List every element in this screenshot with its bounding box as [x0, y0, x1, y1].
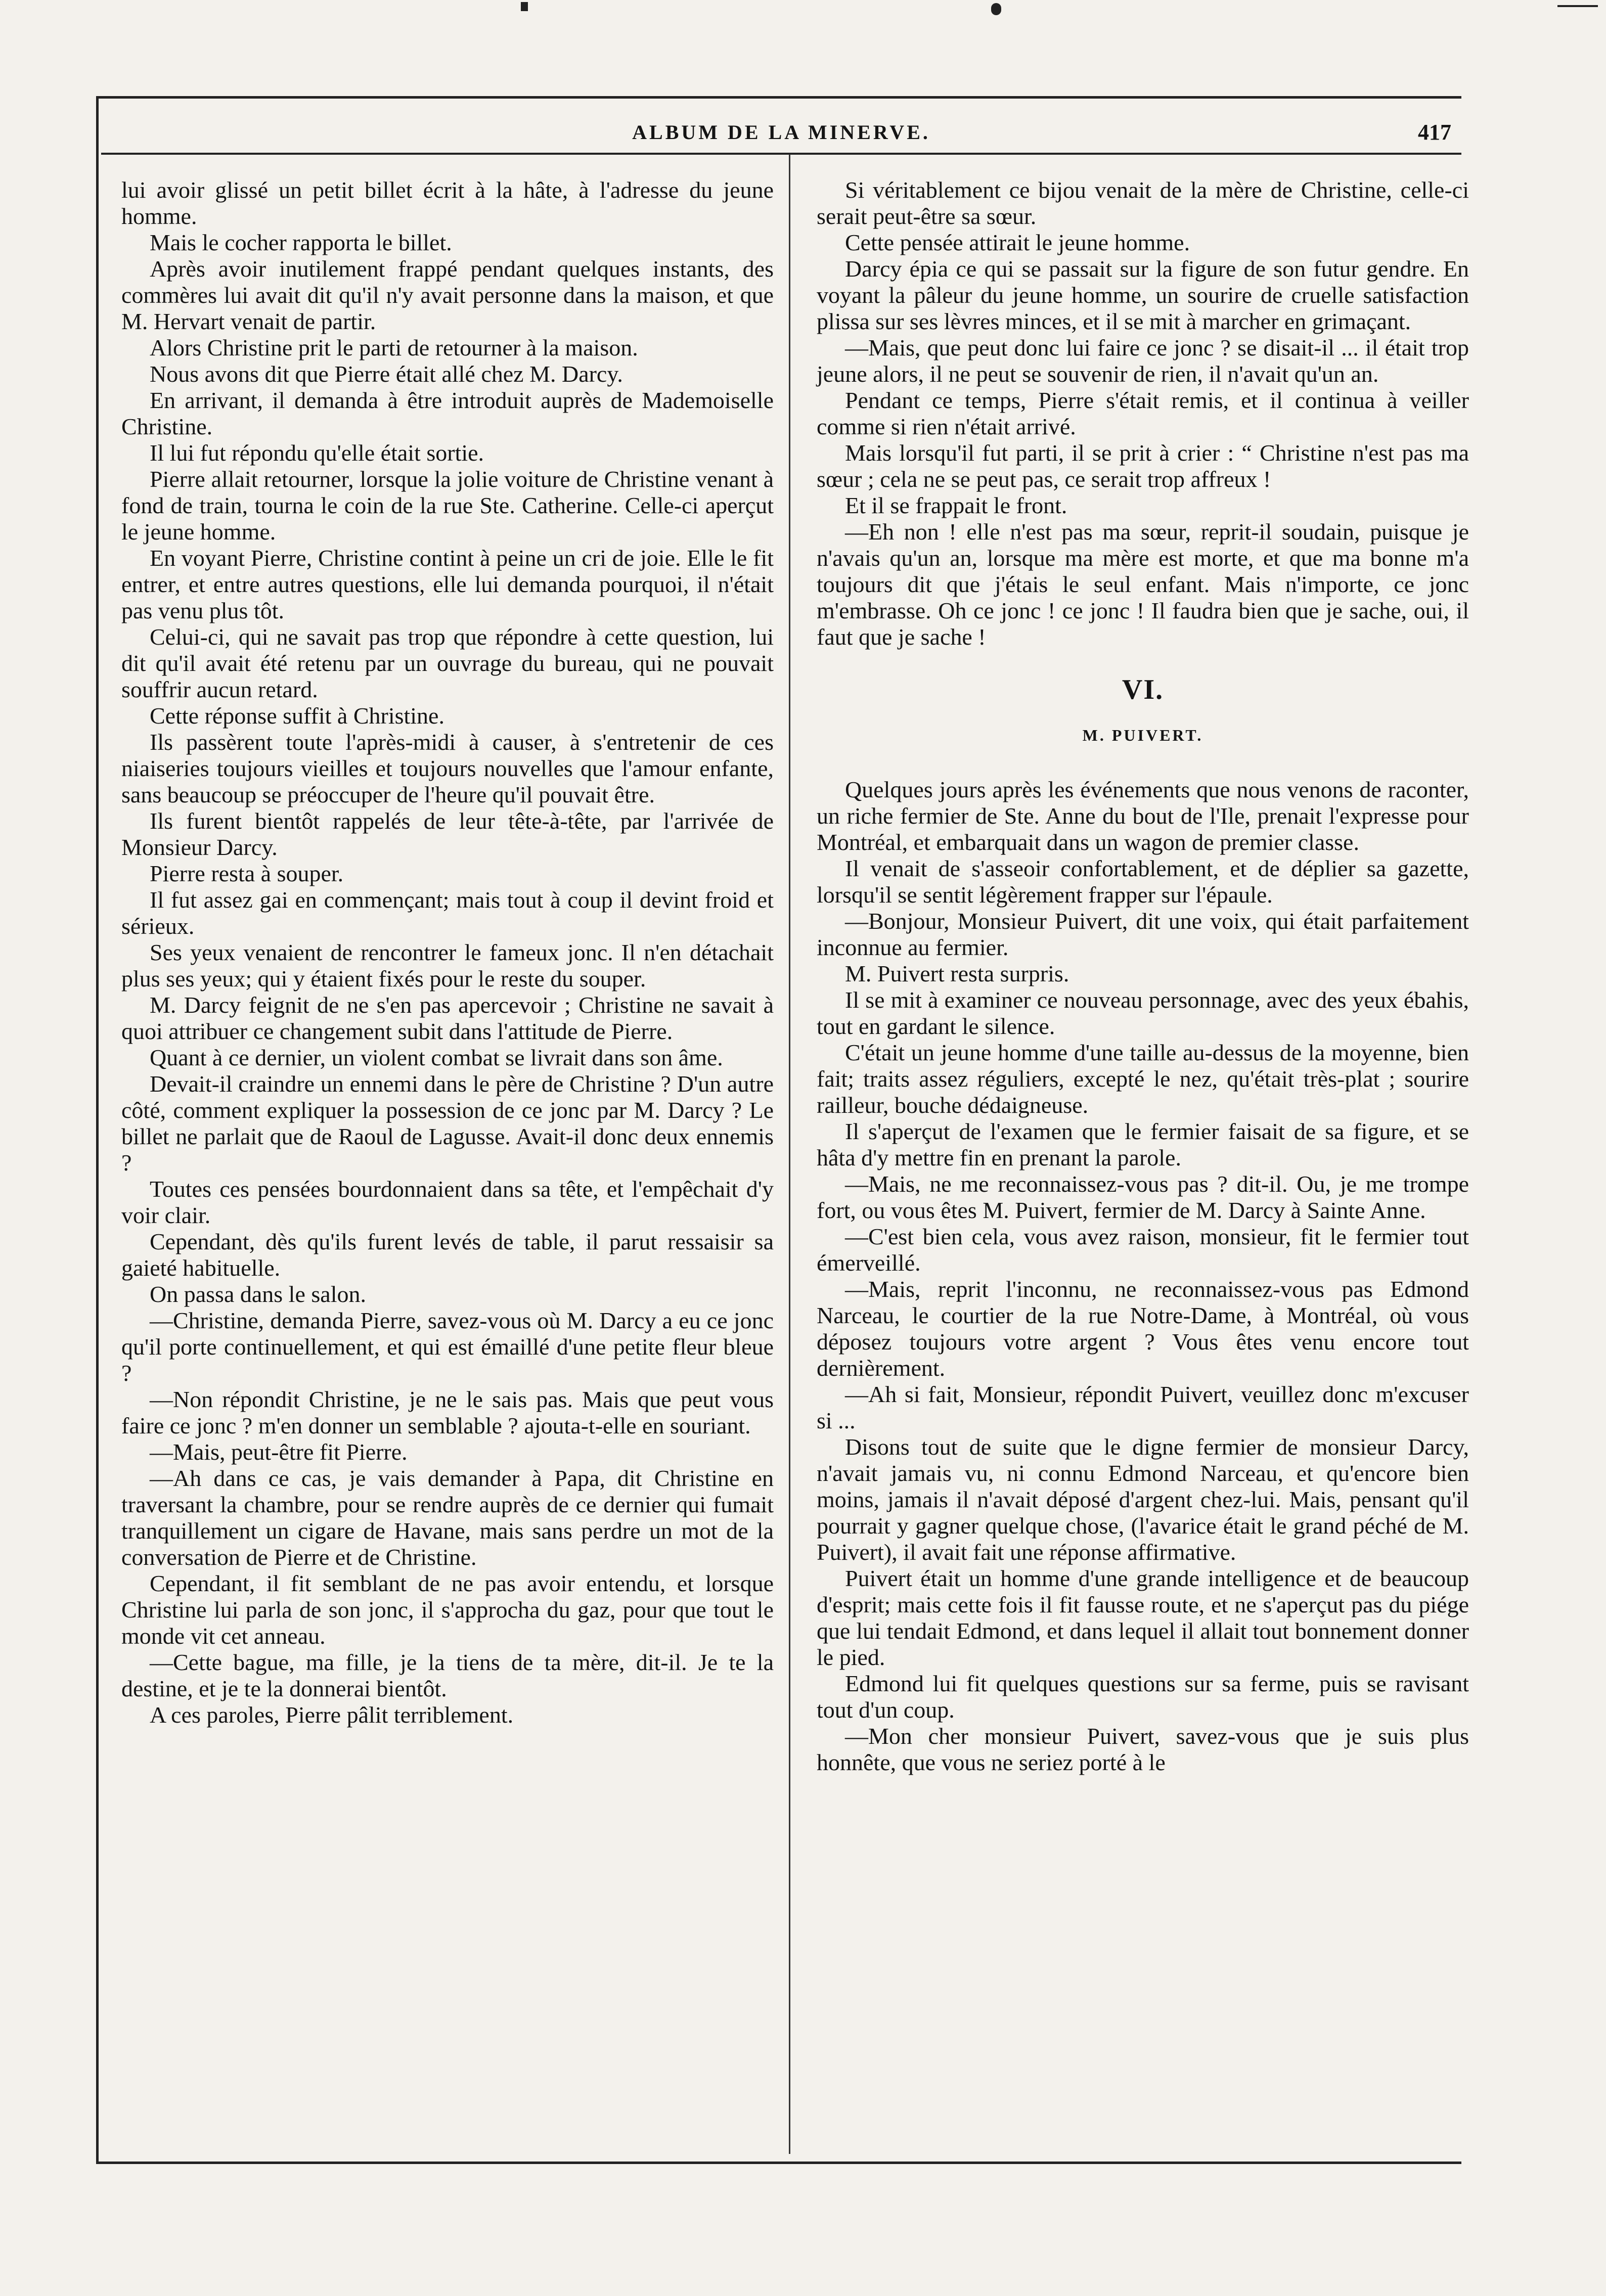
paragraph: Ses yeux venaient de rencontrer le fameux jonc. Il n'en détachait plus ses yeux; qui y étaient fixés pour le reste du souper.	[121, 939, 774, 992]
paragraph: —Bonjour, Monsieur Puivert, dit une voix, qui était parfaitement inconnue au fermier.	[817, 908, 1469, 960]
paragraph: Ils passèrent toute l'après-midi à causer, à s'entretenir de ces niaiseries toujours vieilles et toujours nouvelles que l'amour enfante, sans beaucoup se préoccuper de l'heure qu'il pouvait être.	[121, 729, 774, 807]
paragraph: —Mais, peut-être fit Pierre.	[150, 1439, 408, 1465]
paragraph: M. Puivert resta surpris.	[845, 961, 1069, 986]
paragraph: Quelques jours après les événements que nous venons de raconter, un riche fermier de Ste. Anne du bout de l'Ile, prenait l'expresse pour Montréal, et embarquait dans un wagon de premier classe.	[817, 777, 1469, 855]
chapter-title: M. PUIVERT.	[1082, 726, 1203, 744]
paragraph: On passa dans le salon.	[150, 1281, 366, 1307]
paragraph: Et il se frappait le front.	[845, 492, 1067, 518]
paragraph: A ces paroles, Pierre pâlit terriblement.	[150, 1702, 514, 1728]
paragraph: —Mais, que peut donc lui faire ce jonc ? se disait-il ... il était trop jeune alors, il ne peut se souvenir de rien, il n'avait qu'un an.	[817, 335, 1469, 387]
top-edge-marks	[0, 0, 1606, 30]
paragraph: Cependant, il fit semblant de ne pas avoir entendu, et lorsque Christine lui parla de son jonc, il s'approcha du gaz, pour que tout le monde vit cet anneau.	[121, 1570, 774, 1649]
paragraph: Nous avons dit que Pierre était allé chez M. Darcy.	[150, 361, 623, 387]
running-header	[101, 117, 1461, 155]
paragraph: lui avoir glissé un petit billet écrit à la hâte, à l'adresse du jeune homme.	[121, 177, 774, 229]
paragraph: Puivert était un homme d'une grande intelligence et de beaucoup d'esprit; mais cette fois il fit fausse route, et ne s'aperçut pas du piége que lui tendait Edmond, et dans lequel il allait tout bonnement donner le pied.	[817, 1565, 1469, 1670]
paragraph: Ils furent bientôt rappelés de leur tête-à-tête, par l'arrivée de Monsieur Darcy.	[121, 808, 774, 860]
paragraph: Il s'aperçut de l'examen que le fermier faisait de sa figure, et se hâta d'y mettre fin en prenant la parole.	[817, 1118, 1469, 1170]
paragraph: Mais le cocher rapporta le billet.	[150, 230, 452, 255]
paragraph: Pierre resta à souper.	[150, 861, 344, 886]
paragraph: Toutes ces pensées bourdonnaient dans sa tête, et l'empêchait d'y voir clair.	[121, 1176, 774, 1228]
paragraph: Il lui fut répondu qu'elle était sortie.	[150, 440, 484, 466]
paragraph: Devait-il craindre un ennemi dans le père de Christine ? D'un autre côté, comment expliquer la possession de ce jonc par M. Darcy ? Le billet ne parlait que de Raoul de Lagusse. Avait-il donc deux ennemis ?	[121, 1071, 774, 1176]
ink-mark	[1557, 5, 1598, 7]
paragraph: C'était un jeune homme d'une taille au-dessus de la moyenne, bien fait; traits assez réguliers, excepté le nez, qu'était très-plat ; sourire railleur, bouche dédaigneuse.	[817, 1040, 1469, 1118]
paragraph: Quant à ce dernier, un violent combat se livrait dans son âme.	[150, 1045, 723, 1070]
paragraph: Edmond lui fit quelques questions sur sa ferme, puis se ravisant tout d'un coup.	[817, 1671, 1469, 1723]
paragraph: Il venait de s'asseoir confortablement, et de déplier sa gazette, lorsqu'il se sentit légèrement frapper sur l'épaule.	[817, 856, 1469, 908]
paragraph: Darcy épia ce qui se passait sur la figure de son futur gendre. En voyant la pâleur du jeune homme, un sourire de cruelle satisfaction plissa sur ses lèvres minces, et il se mit à marcher en grimaçant.	[817, 256, 1469, 334]
paragraph: Il fut assez gai en commençant; mais tout à coup il devint froid et sérieux.	[121, 887, 774, 939]
column-divider	[789, 154, 790, 2154]
paragraph: Cette pensée attirait le jeune homme.	[845, 230, 1190, 255]
paragraph: —Cette bague, ma fille, je la tiens de ta mère, dit-il. Je te la destine, et je te la donnerai bientôt.	[121, 1649, 774, 1701]
paragraph: Disons tout de suite que le digne fermier de monsieur Darcy, n'avait jamais vu, ni connu Edmond Narceau, et qu'encore bien moins, jamais il n'avait déposé d'argent chez-lui. Mais, pensant qu'il pourrait y gagner quelque chose, (l'avarice était le grand péché de M. Puivert), il avait fait une réponse affirmative.	[817, 1434, 1469, 1565]
paragraph: Alors Christine prit le parti de retourner à la maison.	[150, 335, 638, 361]
paragraph: —Non répondit Christine, je ne le sais pas. Mais que peut vous faire ce jonc ? m'en donner un semblable ? ajouta-t-elle en souriant.	[121, 1386, 774, 1438]
paragraph: —C'est bien cela, vous avez raison, monsieur, fit le fermier tout émerveillé.	[817, 1224, 1469, 1276]
ink-mark	[991, 3, 1001, 15]
paragraph: —Ah dans ce cas, je vais demander à Papa, dit Christine en traversant la chambre, pour se rendre auprès de ce dernier qui fumait tranquillement un cigare de Havane, mais sans perdre un mot de la conversation de Pierre et de Christine.	[121, 1465, 774, 1570]
paragraph: —Mon cher monsieur Puivert, savez-vous que je suis plus honnête, que vous ne seriez porté à le	[817, 1723, 1469, 1775]
paragraph: En voyant Pierre, Christine contint à peine un cri de joie. Elle le fit entrer, et entre autres questions, elle lui demanda pourquoi, il n'était pas venu plus tôt.	[121, 545, 774, 623]
left-column	[121, 177, 774, 1728]
paragraph: Il se mit à examiner ce nouveau personnage, avec des yeux ébahis, tout en gardant le silence.	[817, 987, 1469, 1039]
paragraph: Après avoir inutilement frappé pendant quelques instants, des commères lui avait dit qu'il n'y avait personne dans la maison, et que M. Hervart venait de partir.	[121, 256, 774, 334]
paragraph: M. Darcy feignit de ne s'en pas apercevoir ; Christine ne savait à quoi attribuer ce changement subit dans l'attitude de Pierre.	[121, 992, 774, 1044]
header-title: ALBUM DE LA MINERVE.	[632, 121, 930, 144]
paragraph: Mais lorsqu'il fut parti, il se prit à crier : “ Christine n'est pas ma sœur ; cela ne se peut pas, ce serait trop affreux !	[817, 440, 1469, 492]
paragraph: —Eh non ! elle n'est pas ma sœur, reprit-il soudain, puisque je n'avais qu'un an, lorsque ma mère est morte, et que ma bonne m'a toujours dit que j'étais le seul enfant. Mais n'importe, ce jonc m'embrasse. Oh ce jonc ! ce jonc ! Il faudra bien que je sache, oui, il faut que je sache !	[817, 519, 1469, 650]
paragraph: Cependant, dès qu'ils furent levés de table, il parut ressaisir sa gaieté habituelle.	[121, 1229, 774, 1281]
paragraph: —Ah si fait, Monsieur, répondit Puivert, veuillez donc m'excuser si ...	[817, 1381, 1469, 1433]
page-number: 417	[1418, 120, 1451, 145]
right-column	[817, 177, 1469, 1776]
paragraph: Celui-ci, qui ne savait pas trop que répondre à cette question, lui dit qu'il avait été retenu par un ouvrage du bureau, qui ne pouvait souffrir aucun retard.	[121, 624, 774, 702]
paragraph: —Christine, demanda Pierre, savez-vous où M. Darcy a eu ce jonc qu'il porte continuellement, et qui est émaillé d'une petite fleur bleue ?	[121, 1308, 774, 1386]
paragraph: En arrivant, il demanda à être introduit auprès de Mademoiselle Christine.	[121, 387, 774, 439]
paragraph: Pierre allait retourner, lorsque la jolie voiture de Christine venant à fond de train, tourna le coin de la rue Ste. Catherine. Celle-ci aperçut le jeune homme.	[121, 466, 774, 545]
paragraph: Pendant ce temps, Pierre s'était remis, et il continua à veiller comme si rien n'était arrivé.	[817, 387, 1469, 439]
paragraph: Si véritablement ce bijou venait de la mère de Christine, celle-ci serait peut-être sa sœur.	[817, 177, 1469, 229]
paragraph: —Mais, reprit l'inconnu, ne reconnaissez-vous pas Edmond Narceau, le courtier de la rue Notre-Dame, à Montréal, où vous déposez toujours votre argent ? Vous êtes venu encore tout dernièrement.	[817, 1276, 1469, 1381]
paragraph: —Mais, ne me reconnaissez-vous pas ? dit-il. Ou, je me trompe fort, ou vous êtes M. Puivert, fermier de M. Darcy à Sainte Anne.	[817, 1171, 1469, 1223]
chapter-number: VI.	[1122, 674, 1164, 705]
ink-mark	[521, 2, 528, 11]
paragraph: Cette réponse suffit à Christine.	[150, 703, 444, 729]
